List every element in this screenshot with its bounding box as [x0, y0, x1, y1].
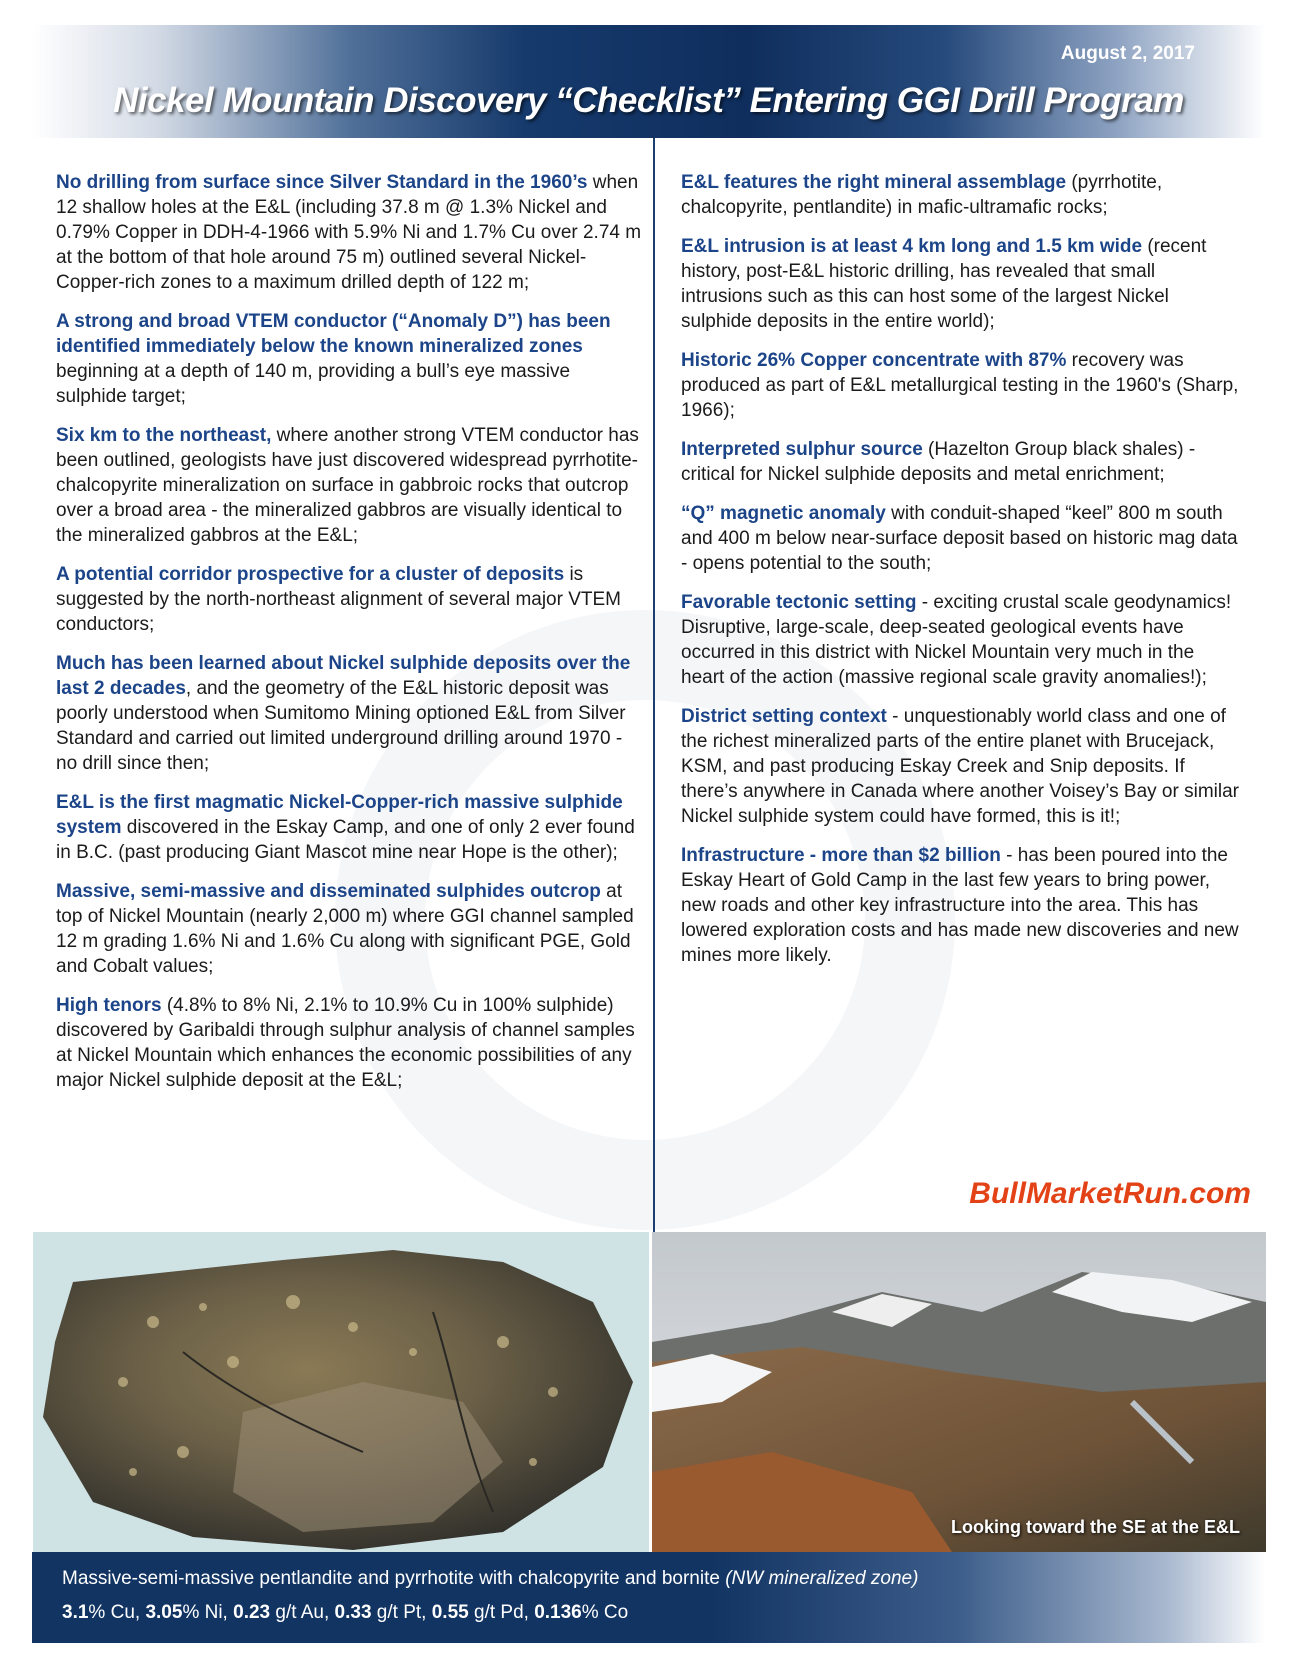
item-heading: E&L intrusion is at least 4 km long and 1.5 km wide — [681, 236, 1143, 257]
item-text: (recent history, post-E&L historic drilling, has revealed that small intrusions such as this can host some of the largest Nickel sulphide deposits in the entire world); — [681, 236, 1207, 332]
item-text: with conduit-shaped “keel” 800 m south and 400 m below near-surface deposit based on historic mag data - opens potential to the south; — [681, 503, 1238, 574]
item-text: discovered in the Eskay Camp, and one of only 2 ever found in B.C. (past producing Giant Mascot mine near Hope is the other); — [56, 817, 635, 863]
item-heading: Interpreted sulphur source — [681, 439, 923, 460]
footer-description — [62, 1568, 918, 1590]
document-date: August 2, 2017 — [1060, 43, 1195, 64]
item-text: (4.8% to 8% Ni, 2.1% to 10.9% Cu in 100% sulphide) discovered by Garibaldi through sulphur analysis of channel samples at Nickel Mountain which enhances the economic possibilities of any major Nickel sulphide deposit at the E&L; — [56, 995, 635, 1091]
rock-sample-illustration — [33, 1232, 649, 1552]
list-item — [56, 170, 646, 295]
list-item — [56, 790, 646, 865]
assay-value: 0.136 — [534, 1602, 582, 1623]
footer-banner — [32, 1552, 1265, 1643]
assay-unit: g/t Au, — [270, 1602, 335, 1623]
footer-description-zone: (NW mineralized zone) — [725, 1568, 919, 1589]
footer-description-text: Massive-semi-massive pentlandite and pyrrhotite with chalcopyrite and bornite — [62, 1568, 726, 1589]
list-item — [681, 234, 1241, 334]
item-text: is suggested by the north-northeast alignment of several major VTEM conductors; — [56, 564, 622, 635]
assay-unit: g/t Pd, — [468, 1602, 535, 1623]
left-column — [56, 170, 646, 1107]
item-text: - unquestionably world class and one of the richest mineralized parts of the entire planet with Brucejack, KSM, and past producing Eskay Creek and Snip deposits. If there’s anywhere in Canada where another Voisey’s Bay or similar Nickel sulphide system could have formed, this is it!; — [681, 706, 1239, 827]
item-heading: Infrastructure - more than $2 billion — [681, 845, 1001, 866]
assay-unit: % Cu, — [88, 1602, 146, 1623]
item-heading: Favorable tectonic setting — [681, 592, 917, 613]
list-item — [56, 423, 646, 548]
list-item — [56, 562, 646, 637]
column-divider — [653, 138, 655, 1232]
assay-value: 3.05 — [145, 1602, 183, 1623]
item-text: where another strong VTEM conductor has been outlined, geologists have just discovered widespread pyrrhotite-chalcopyrite mineralization on surface in gabbroic rocks that outcrop over a broad area - the mineralized gabbros are visually identical to the mineralized gabbros at the E&L; — [56, 425, 639, 546]
list-item — [681, 843, 1241, 968]
item-heading: Six km to the northeast, — [56, 425, 272, 446]
assay-unit: % Ni, — [182, 1602, 234, 1623]
list-item — [681, 501, 1241, 576]
list-item — [56, 993, 646, 1093]
item-heading: No drilling from surface since Silver Standard in the 1960’s — [56, 172, 588, 193]
list-item — [681, 170, 1241, 220]
assay-unit: % Co — [581, 1602, 629, 1623]
list-item — [56, 309, 646, 409]
item-heading: Much has been learned about Nickel sulphide deposits over the last 2 decades — [56, 653, 631, 699]
item-heading: A strong and broad VTEM conductor (“Anomaly D”) has been identified immediately below the known mineralized zones — [56, 311, 611, 357]
item-heading: Massive, semi-massive and disseminated sulphides outcrop — [56, 881, 601, 902]
item-heading: District setting context — [681, 706, 887, 727]
item-text: at top of Nickel Mountain (nearly 2,000 m) where GGI channel sampled 12 m grading 1.6% Ni and 1.6% Cu along with significant PGE, Gold and Cobalt values; — [56, 881, 634, 977]
list-item — [681, 348, 1241, 423]
assay-line — [62, 1602, 628, 1624]
photo-caption: Looking toward the SE at the E&L — [950, 1517, 1240, 1537]
item-text: - has been poured into the Eskay Heart of Gold Camp in the last few years to bring power, new roads and other key infrastructure into the area. This has lowered exploration costs and has made new discoveries and new mines more likely. — [681, 845, 1239, 966]
assay-value: 3.1 — [62, 1602, 89, 1623]
item-heading: High tenors — [56, 995, 162, 1016]
item-text: , and the geometry of the E&L historic deposit was poorly understood when Sumitomo Mining optioned E&L from Silver Standard and carried out limited underground drilling around 1970 - no drill since then; — [56, 678, 626, 774]
list-item — [681, 704, 1241, 829]
item-heading: Historic 26% Copper concentrate with 87% — [681, 350, 1067, 371]
assay-value: 0.23 — [233, 1602, 271, 1623]
header-banner — [32, 25, 1265, 138]
list-item — [681, 590, 1241, 690]
item-heading: E&L is the first magmatic Nickel-Copper-rich massive sulphide system — [56, 792, 623, 838]
item-text: (pyrrhotite, chalcopyrite, pentlandite) in mafic-ultramafic rocks; — [681, 172, 1163, 218]
page-title: Nickel Mountain Discovery “Checklist” Entering GGI Drill Program — [113, 81, 1184, 120]
item-heading: E&L features the right mineral assemblage — [681, 172, 1067, 193]
item-heading: “Q” magnetic anomaly — [681, 503, 886, 524]
mountain-landscape-photo — [652, 1232, 1266, 1552]
mountain-landscape-illustration — [652, 1232, 1266, 1552]
item-heading: A potential corridor prospective for a cluster of deposits — [56, 564, 565, 585]
item-text: recovery was produced as part of E&L metallurgical testing in the 1960's (Sharp, 1966); — [681, 350, 1239, 421]
item-text: (Hazelton Group black shales) - critical for Nickel sulphide deposits and metal enrichment; — [681, 439, 1196, 485]
assay-value: 0.55 — [431, 1602, 469, 1623]
brand-link[interactable]: BullMarketRun.com — [969, 1177, 1251, 1210]
item-text: when 12 shallow holes at the E&L (including 37.8 m @ 1.3% Nickel and 0.79% Copper in DDH-4-1966 with 5.9% Ni and 1.7% Cu over 2.74 m at the bottom of that hole around 75 m) outlined several Nickel-Copper-rich zones to a maximum drilled depth of 122 m; — [56, 172, 642, 293]
assay-unit: g/t Pt, — [371, 1602, 432, 1623]
item-text: - exciting crustal scale geodynamics! Disruptive, large-scale, deep-seated geological events have occurred in this district with Nickel Mountain very much in the heart of the action (massive regional scale gravity anomalies!); — [681, 592, 1232, 688]
assay-value: 0.33 — [334, 1602, 372, 1623]
rock-sample-photo — [33, 1232, 649, 1552]
list-item — [56, 651, 646, 776]
item-text: beginning at a depth of 140 m, providing a bull’s eye massive sulphide target; — [56, 361, 571, 407]
list-item — [681, 437, 1241, 487]
right-column — [681, 170, 1241, 982]
list-item — [56, 879, 646, 979]
